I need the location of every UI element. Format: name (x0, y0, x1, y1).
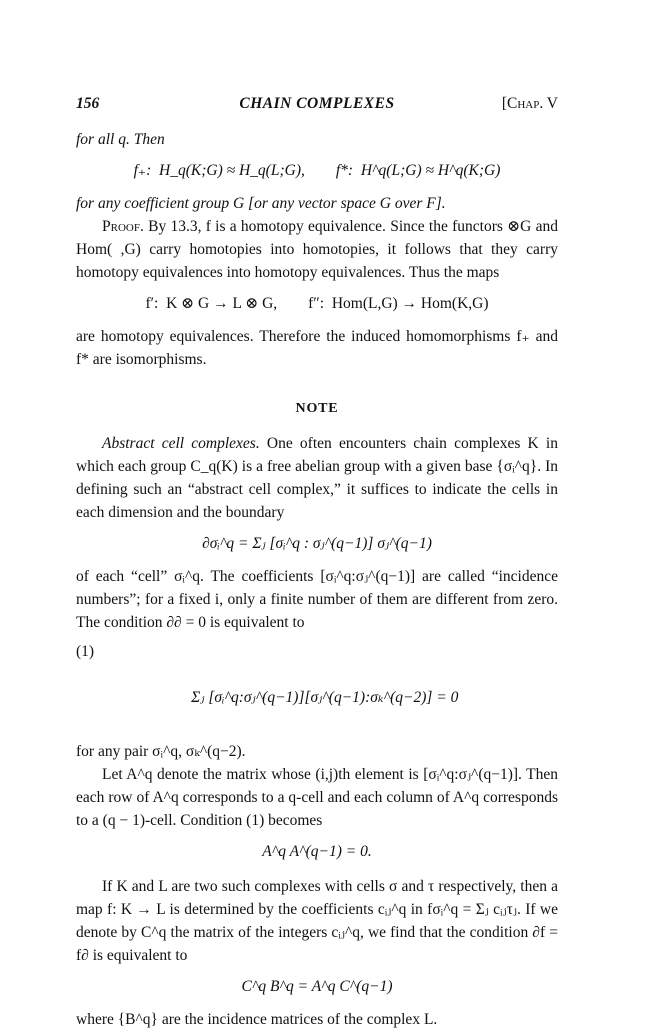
text-line-for-all-q: for all q. Then (76, 131, 165, 148)
text-coefficient-group: for any coefficient group G [or any vector space G over F]. (76, 195, 446, 212)
chapter-label (502, 92, 558, 115)
text-matrix-definition: Let A^q denote the matrix whose (i,j)th element is [σᵢ^q:σⱼ^(q−1)]. Then each row of A^q corresponds to a q-cell and each column of A^q corresponds to a (q − 1)-cell. Condition (1) becomes (76, 766, 558, 829)
text-homotopy-equivalences: are homotopy equivalences. Therefore the induced homomorphisms f₊ and f* are isomorphisms. (76, 328, 558, 368)
book-page (76, 92, 558, 1031)
chapter-label-text: [Chap. V (501, 95, 558, 112)
text-any-pair: for any pair σᵢ^q, σₖ^(q−2). (76, 743, 246, 760)
abstract-text: One often encounters chain complexes K in which each group C_q(K) is a free abelian group with a given base {σᵢ^q}. In defining such an “abstract cell complex,” it suffices to indicate the cells in each dimension and the boundary (76, 435, 558, 521)
proof-text: By 13.3, f is a homotopy equivalence. Since the functors ⊗G and Hom( ,G) carry homotopies into homotopies, it follows that they carry homotopy equivalences into homotopy equivalences. Thus the maps (76, 218, 558, 281)
equation-1-label: (1) (76, 643, 95, 660)
equation-chain-map: C^q B^q = A^q C^(q−1) (241, 978, 393, 995)
equation-maps: f′: K ⊗ G → L ⊗ G, f″: Hom(L,G) → Hom(K,G) (145, 295, 489, 312)
proof-paragraph (76, 215, 558, 284)
running-title: CHAIN COMPLEXES (239, 95, 395, 112)
page-number: 156 (76, 95, 100, 112)
abstract-paragraph (76, 432, 558, 524)
equation-isomorphisms: f₊: H_q(K;G) ≈ H_q(L;G), f*: H^q(L;G) ≈ H^q(K;G) (133, 162, 501, 179)
text-incidence-numbers: of each “cell” σᵢ^q. The coefficients [σᵢ^q:σⱼ^(q−1)] are called “incidence numbers”; for a fixed i, only a finite number of them are different from zero. The condition ∂∂ = 0 is equivalent to (76, 568, 558, 631)
text-incidence-matrices: where {B^q} are the incidence matrices of the complex L. (76, 1011, 438, 1028)
equation-boundary: ∂σᵢ^q = Σⱼ [σᵢ^q : σⱼ^(q−1)] σⱼ^(q−1) (202, 535, 432, 552)
equation-1-block (76, 640, 558, 732)
text-map-coefficients: If K and L are two such complexes with cells σ and τ respectively, then a map f: K → L is determined by the coefficients cᵢⱼ^q in fσᵢ^q = Σⱼ cᵢⱼτⱼ. If we denote by C^q the matrix of the integers cᵢⱼ^q, we find that the condition ∂f = f∂ is equivalent to (76, 878, 558, 964)
abstract-label: Abstract cell complexes. (102, 435, 260, 452)
proof-label: Proof. (102, 218, 144, 235)
equation-1: Σⱼ [σᵢ^q:σⱼ^(q−1)][σⱼ^(q−1):σₖ^(q−2)] = 0 (191, 689, 459, 706)
equation-matrix-product: A^q A^(q−1) = 0. (262, 843, 372, 860)
note-heading: NOTE (295, 401, 339, 416)
running-header (76, 92, 558, 116)
